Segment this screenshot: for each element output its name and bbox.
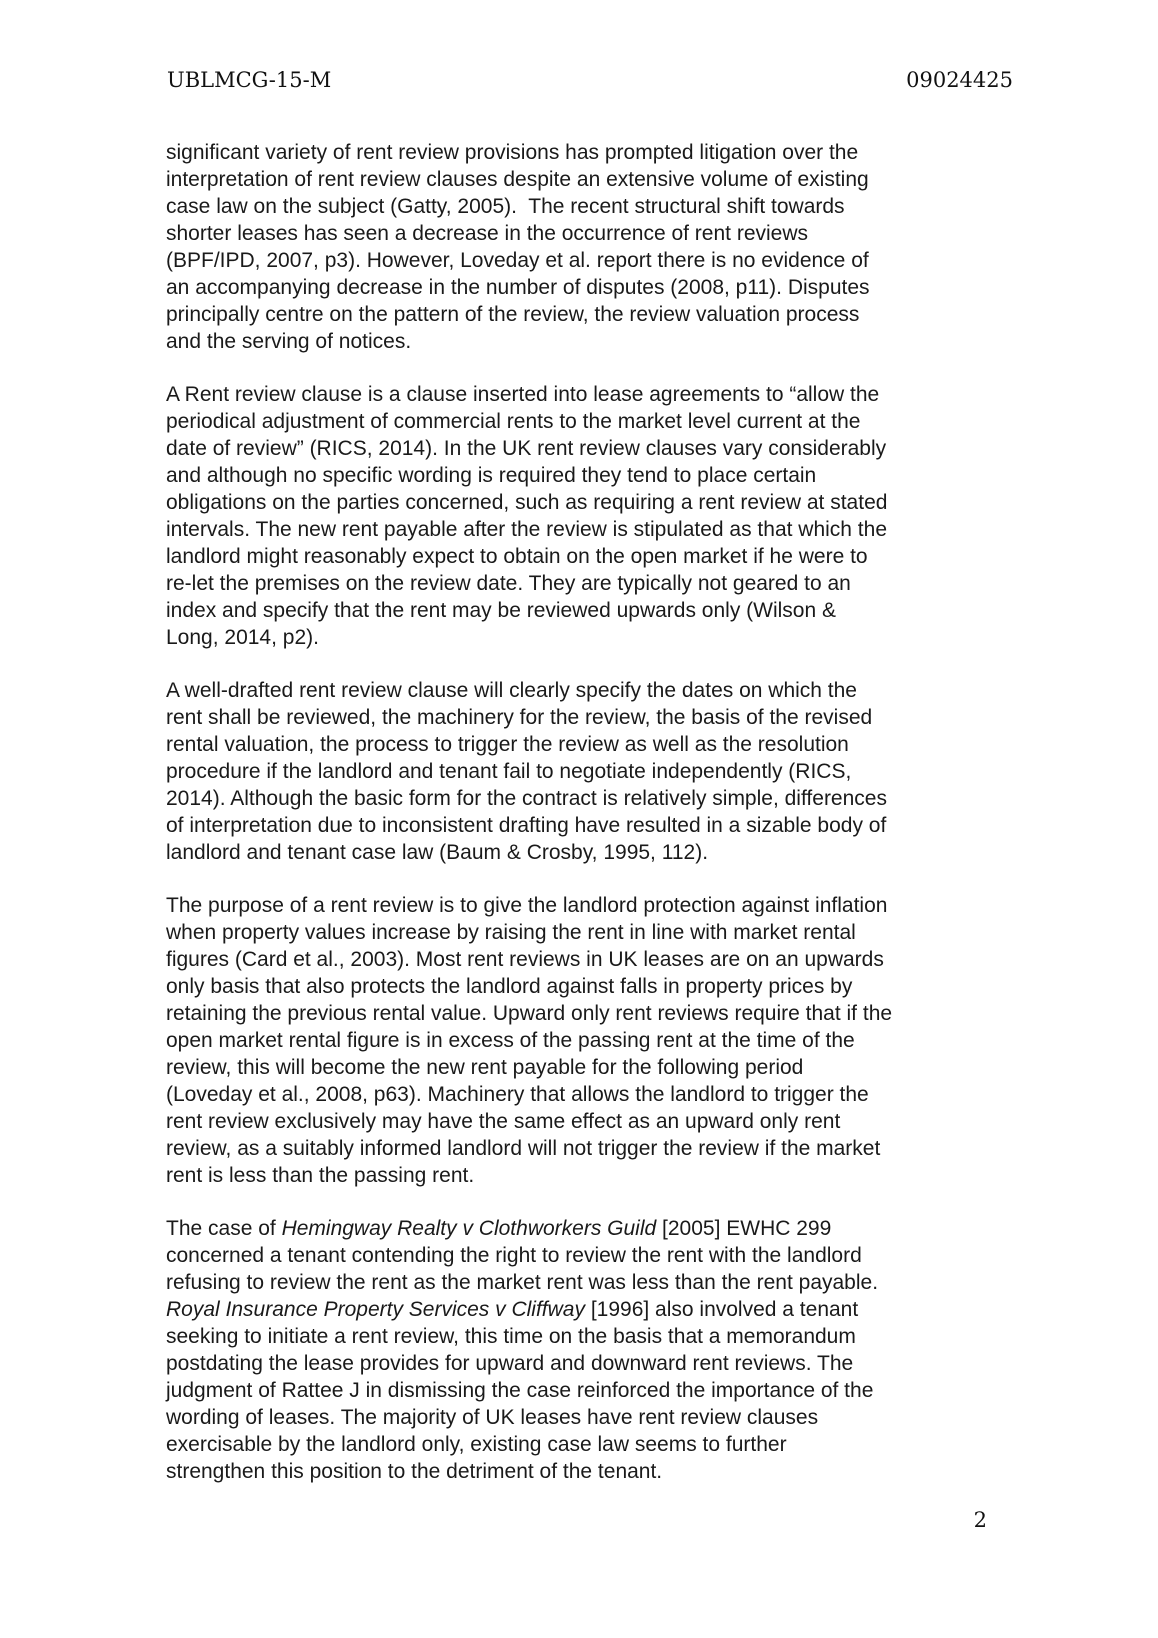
text-segment: and the serving of notices. xyxy=(166,330,412,353)
text-line xyxy=(166,247,1026,274)
paragraph xyxy=(166,677,1026,866)
text-line xyxy=(166,516,1026,543)
text-line xyxy=(166,785,1026,812)
text-segment: judgment of Rattee J in dismissing the case reinforced the importance of the xyxy=(166,1379,874,1402)
text-line xyxy=(166,839,1026,866)
text-line xyxy=(166,328,1026,355)
text-segment: (BPF/IPD, 2007, p3). However, Loveday et al. report there is no evidence of xyxy=(166,249,869,272)
text-segment: rent review exclusively may have the same effect as an upward only rent xyxy=(166,1110,841,1133)
text-line xyxy=(166,220,1026,247)
text-segment: procedure if the landlord and tenant fail to negotiate independently (RICS, xyxy=(166,760,852,783)
paragraph xyxy=(166,1215,1026,1485)
text-segment: rental valuation, the process to trigger the review as well as the resolution xyxy=(166,733,849,756)
text-line xyxy=(166,489,1026,516)
text-segment: index and specify that the rent may be reviewed upwards only (Wilson & xyxy=(166,599,837,622)
text-line xyxy=(166,408,1026,435)
text-segment: concerned a tenant contending the right to review the rent with the landlord xyxy=(166,1244,862,1267)
text-segment: principally centre on the pattern of the review, the review valuation process xyxy=(166,303,860,326)
text-segment: A well-drafted rent review clause will clearly specify the dates on which the xyxy=(166,679,857,702)
text-segment: Long, 2014, p2). xyxy=(166,626,319,649)
text-line xyxy=(166,381,1026,408)
text-line xyxy=(166,946,1026,973)
text-segment: intervals. The new rent payable after the review is stipulated as that which the xyxy=(166,518,888,541)
text-line xyxy=(166,624,1026,651)
text-segment: rent is less than the passing rent. xyxy=(166,1164,475,1187)
text-line xyxy=(166,758,1026,785)
text-line xyxy=(166,1054,1026,1081)
paragraph xyxy=(166,892,1026,1189)
text-line xyxy=(166,1135,1026,1162)
text-segment: The purpose of a rent review is to give the landlord protection against inflation xyxy=(166,894,888,917)
text-line xyxy=(166,892,1026,919)
header-student-id: 09024425 xyxy=(906,68,1013,92)
text-line xyxy=(166,462,1026,489)
text-line xyxy=(166,1081,1026,1108)
text-segment: shorter leases has seen a decrease in the occurrence of rent reviews xyxy=(166,222,809,245)
text-segment: strengthen this position to the detriment of the tenant. xyxy=(166,1460,663,1483)
text-segment: review, as a suitably informed landlord will not trigger the review if the market xyxy=(166,1137,881,1160)
case-name-italic: Royal Insurance Property Services v Cliffway xyxy=(166,1298,585,1321)
text-segment: only basis that also protects the landlord against falls in property prices by xyxy=(166,975,853,998)
text-segment: of interpretation due to inconsistent drafting have resulted in a sizable body of xyxy=(166,814,887,837)
text-segment: seeking to initiate a rent review, this time on the basis that a memorandum xyxy=(166,1325,856,1348)
text-line xyxy=(166,1431,1026,1458)
document-body xyxy=(166,139,1026,1485)
paragraph xyxy=(166,381,1026,651)
text-line xyxy=(166,570,1026,597)
text-line xyxy=(166,1000,1026,1027)
text-segment: A Rent review clause is a clause inserted into lease agreements to “allow the xyxy=(166,383,880,406)
text-segment: exercisable by the landlord only, existing case law seems to further xyxy=(166,1433,787,1456)
text-line xyxy=(166,731,1026,758)
text-segment: postdating the lease provides for upward and downward rent reviews. The xyxy=(166,1352,854,1375)
text-segment: wording of leases. The majority of UK leases have rent review clauses xyxy=(166,1406,819,1429)
text-segment: an accompanying decrease in the number of disputes (2008, p11). Disputes xyxy=(166,276,870,299)
text-segment: refusing to review the rent as the market rent was less than the rent payable. xyxy=(166,1271,879,1294)
text-segment: [2005] EWHC 299 xyxy=(656,1217,832,1240)
text-line xyxy=(166,301,1026,328)
text-segment: case law on the subject (Gatty, 2005). The recent structural shift towards xyxy=(166,195,845,218)
text-segment: review, this will become the new rent payable for the following period xyxy=(166,1056,804,1079)
text-segment: landlord might reasonably expect to obtain on the open market if he were to xyxy=(166,545,868,568)
text-line xyxy=(166,1404,1026,1431)
page-footer xyxy=(167,1510,1013,1531)
text-line xyxy=(166,1377,1026,1404)
text-segment: landlord and tenant case law (Baum & Crosby, 1995, 112). xyxy=(166,841,709,864)
text-segment: retaining the previous rental value. Upward only rent reviews require that if the xyxy=(166,1002,893,1025)
text-segment: The case of xyxy=(166,1217,282,1240)
case-name-italic: Hemingway Realty v Clothworkers Guild xyxy=(281,1217,657,1240)
text-line xyxy=(166,139,1026,166)
text-line xyxy=(166,973,1026,1000)
text-line xyxy=(166,1269,1026,1296)
text-line xyxy=(166,435,1026,462)
text-segment: rent shall be reviewed, the machinery for the review, the basis of the revised xyxy=(166,706,873,729)
text-line xyxy=(166,597,1026,624)
text-line xyxy=(166,1323,1026,1350)
page-header xyxy=(167,70,1013,91)
text-line xyxy=(166,543,1026,570)
text-segment: date of review” (RICS, 2014). In the UK rent review clauses vary considerably xyxy=(166,437,887,460)
paragraph xyxy=(166,139,1026,355)
text-segment: and although no specific wording is required they tend to place certain xyxy=(166,464,817,487)
text-segment: significant variety of rent review provisions has prompted litigation over the xyxy=(166,141,859,164)
text-line xyxy=(166,1458,1026,1485)
text-line xyxy=(166,677,1026,704)
text-segment: when property values increase by raising the rent in line with market rental xyxy=(166,921,856,944)
text-line xyxy=(166,1108,1026,1135)
text-segment: interpretation of rent review clauses despite an extensive volume of existing xyxy=(166,168,869,191)
text-segment: periodical adjustment of commercial rents to the market level current at the xyxy=(166,410,861,433)
text-segment: figures (Card et al., 2003). Most rent reviews in UK leases are on an upwards xyxy=(166,948,884,971)
text-segment: re-let the premises on the review date. They are typically not geared to an xyxy=(166,572,851,595)
header-course-code: UBLMCG-15-M xyxy=(167,68,332,92)
text-segment: 2014). Although the basic form for the contract is relatively simple, differences xyxy=(166,787,887,810)
text-segment: obligations on the parties concerned, such as requiring a rent review at stated xyxy=(166,491,888,514)
text-line xyxy=(166,1162,1026,1189)
text-segment: (Loveday et al., 2008, p63). Machinery that allows the landlord to trigger the xyxy=(166,1083,869,1106)
page-number: 2 xyxy=(973,1508,987,1532)
text-line xyxy=(166,1215,1026,1242)
text-line xyxy=(166,274,1026,301)
text-line xyxy=(166,812,1026,839)
text-line xyxy=(166,1350,1026,1377)
text-segment: open market rental figure is in excess of the passing rent at the time of the xyxy=(166,1029,855,1052)
text-line xyxy=(166,704,1026,731)
text-line xyxy=(166,919,1026,946)
text-line xyxy=(166,1242,1026,1269)
text-line xyxy=(166,166,1026,193)
text-line xyxy=(166,1027,1026,1054)
text-line xyxy=(166,193,1026,220)
text-segment: [1996] also involved a tenant xyxy=(585,1298,859,1321)
text-line xyxy=(166,1296,1026,1323)
